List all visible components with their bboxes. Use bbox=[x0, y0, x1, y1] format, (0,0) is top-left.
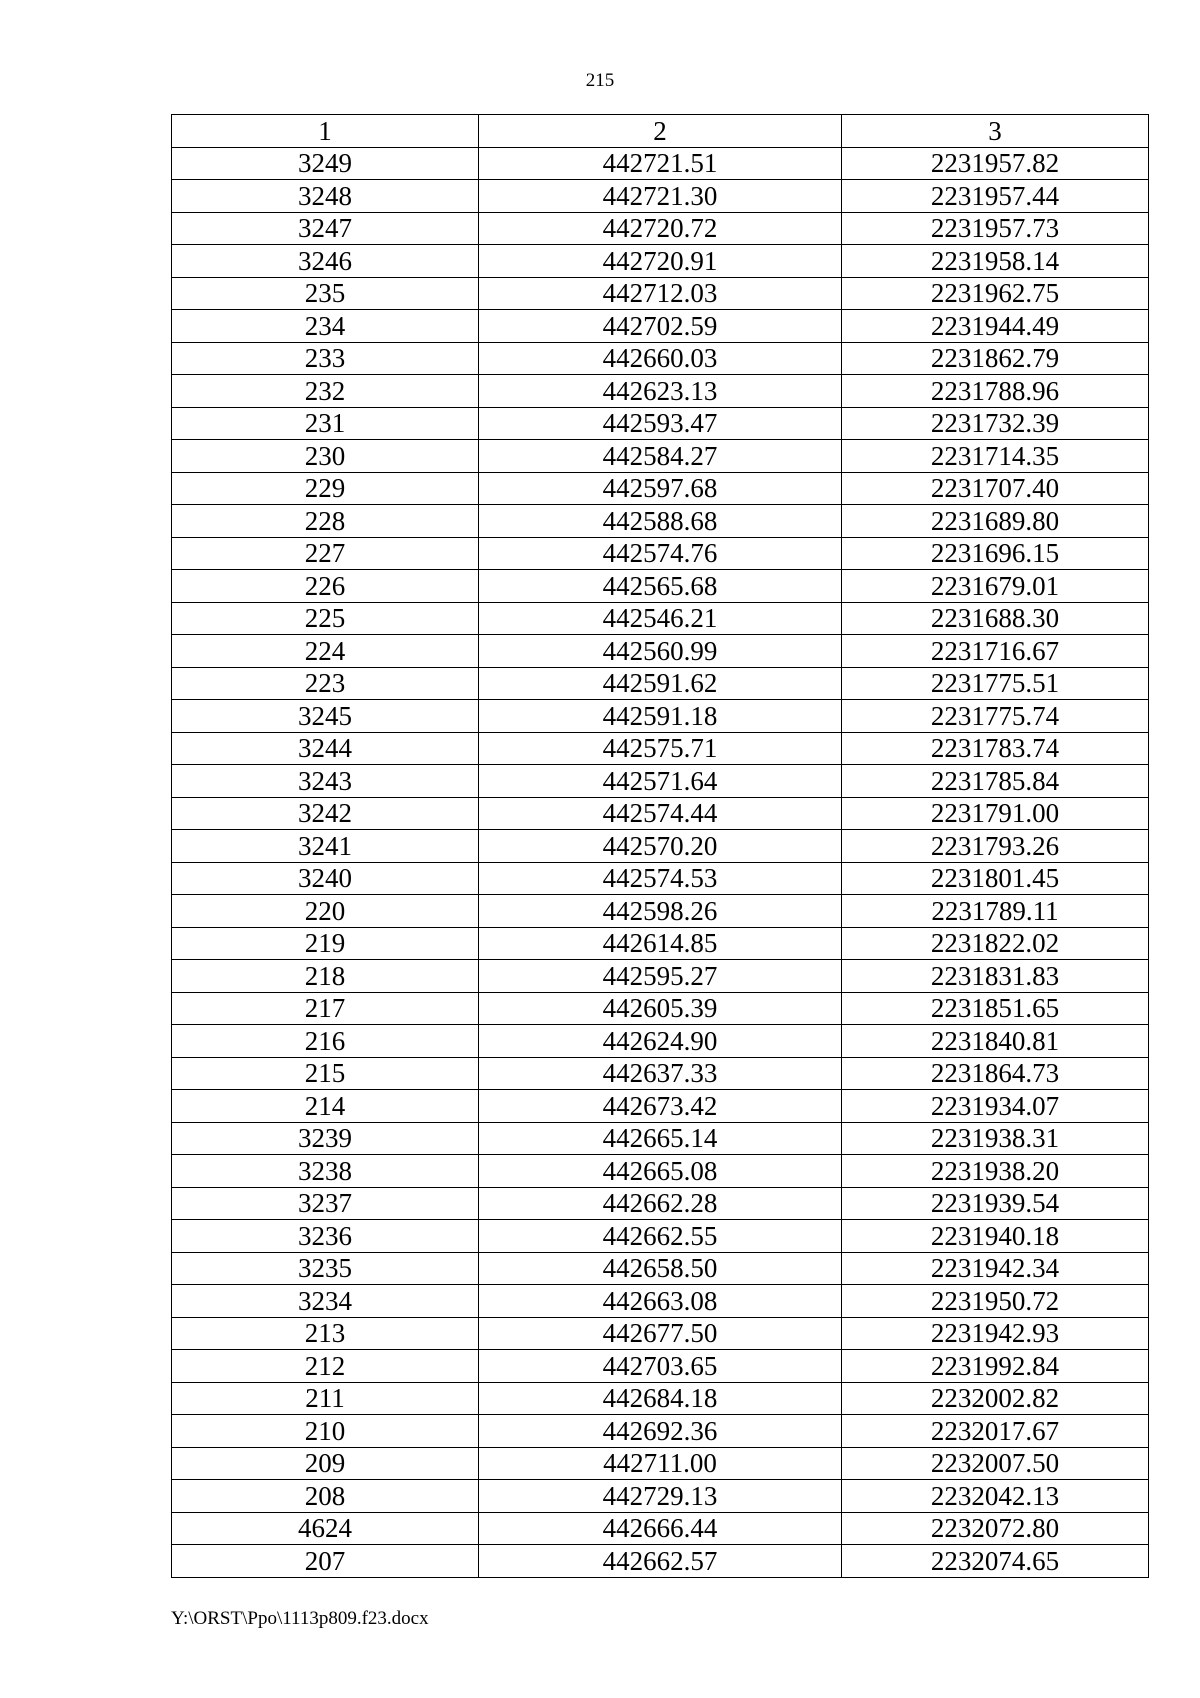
point-number-cell: 224 bbox=[172, 635, 479, 668]
page-number: 215 bbox=[585, 70, 615, 91]
point-number-cell: 4624 bbox=[172, 1512, 479, 1545]
point-number-cell: 3238 bbox=[172, 1155, 479, 1188]
y-coordinate-cell: 2231688.30 bbox=[842, 602, 1149, 635]
x-coordinate-cell: 442692.36 bbox=[479, 1415, 842, 1448]
table-row bbox=[172, 570, 1149, 603]
x-coordinate-cell: 442546.21 bbox=[479, 602, 842, 635]
point-number-cell: 229 bbox=[172, 472, 479, 505]
y-coordinate-cell: 2231957.82 bbox=[842, 147, 1149, 180]
point-number-cell: 3245 bbox=[172, 700, 479, 733]
point-number-cell: 211 bbox=[172, 1382, 479, 1415]
x-coordinate-cell: 442712.03 bbox=[479, 277, 842, 310]
y-coordinate-cell: 2232007.50 bbox=[842, 1447, 1149, 1480]
y-coordinate-cell: 2231793.26 bbox=[842, 830, 1149, 863]
y-coordinate-cell: 2231938.20 bbox=[842, 1155, 1149, 1188]
point-number-cell: 212 bbox=[172, 1350, 479, 1383]
table-row bbox=[172, 1090, 1149, 1123]
point-number-cell: 3249 bbox=[172, 147, 479, 180]
y-coordinate-cell: 2231942.34 bbox=[842, 1252, 1149, 1285]
table-row bbox=[172, 960, 1149, 993]
table-row bbox=[172, 505, 1149, 538]
table-row bbox=[172, 1350, 1149, 1383]
point-number-cell: 227 bbox=[172, 537, 479, 570]
point-number-cell: 3242 bbox=[172, 797, 479, 830]
x-coordinate-cell: 442665.08 bbox=[479, 1155, 842, 1188]
point-number-cell: 3235 bbox=[172, 1252, 479, 1285]
y-coordinate-cell: 2231938.31 bbox=[842, 1122, 1149, 1155]
table-row bbox=[172, 992, 1149, 1025]
table-row bbox=[172, 927, 1149, 960]
point-number-cell: 209 bbox=[172, 1447, 479, 1480]
point-number-cell: 3246 bbox=[172, 245, 479, 278]
table-row bbox=[172, 1155, 1149, 1188]
table-row bbox=[172, 277, 1149, 310]
x-coordinate-cell: 442662.28 bbox=[479, 1187, 842, 1220]
y-coordinate-cell: 2231939.54 bbox=[842, 1187, 1149, 1220]
point-number-cell: 223 bbox=[172, 667, 479, 700]
coordinates-table bbox=[171, 114, 1149, 1578]
point-number-cell: 225 bbox=[172, 602, 479, 635]
x-coordinate-cell: 442703.65 bbox=[479, 1350, 842, 1383]
x-coordinate-cell: 442584.27 bbox=[479, 440, 842, 473]
y-coordinate-cell: 2232042.13 bbox=[842, 1480, 1149, 1513]
x-coordinate-cell: 442605.39 bbox=[479, 992, 842, 1025]
point-number-cell: 207 bbox=[172, 1545, 479, 1578]
point-number-cell: 226 bbox=[172, 570, 479, 603]
table-row bbox=[172, 1512, 1149, 1545]
table-row bbox=[172, 1545, 1149, 1578]
y-coordinate-cell: 2231992.84 bbox=[842, 1350, 1149, 1383]
y-coordinate-cell: 2231851.65 bbox=[842, 992, 1149, 1025]
point-number-cell: 217 bbox=[172, 992, 479, 1025]
x-coordinate-cell: 442624.90 bbox=[479, 1025, 842, 1058]
y-coordinate-cell: 2231791.00 bbox=[842, 797, 1149, 830]
y-coordinate-cell: 2231957.73 bbox=[842, 212, 1149, 245]
y-coordinate-cell: 2232072.80 bbox=[842, 1512, 1149, 1545]
x-coordinate-cell: 442591.62 bbox=[479, 667, 842, 700]
x-coordinate-cell: 442720.72 bbox=[479, 212, 842, 245]
x-coordinate-cell: 442702.59 bbox=[479, 310, 842, 343]
x-coordinate-cell: 442666.44 bbox=[479, 1512, 842, 1545]
table-row bbox=[172, 895, 1149, 928]
y-coordinate-cell: 2231679.01 bbox=[842, 570, 1149, 603]
y-coordinate-cell: 2231714.35 bbox=[842, 440, 1149, 473]
x-coordinate-cell: 442570.20 bbox=[479, 830, 842, 863]
point-number-cell: 3247 bbox=[172, 212, 479, 245]
y-coordinate-cell: 2231789.11 bbox=[842, 895, 1149, 928]
y-coordinate-cell: 2231788.96 bbox=[842, 375, 1149, 408]
table-row bbox=[172, 700, 1149, 733]
y-coordinate-cell: 2231822.02 bbox=[842, 927, 1149, 960]
point-number-cell: 3239 bbox=[172, 1122, 479, 1155]
table-row bbox=[172, 1480, 1149, 1513]
x-coordinate-cell: 442721.30 bbox=[479, 180, 842, 213]
point-number-cell: 228 bbox=[172, 505, 479, 538]
y-coordinate-cell: 2231962.75 bbox=[842, 277, 1149, 310]
y-coordinate-cell: 2231864.73 bbox=[842, 1057, 1149, 1090]
column-header-1: 1 bbox=[172, 115, 479, 148]
table-row bbox=[172, 1220, 1149, 1253]
point-number-cell: 234 bbox=[172, 310, 479, 343]
x-coordinate-cell: 442684.18 bbox=[479, 1382, 842, 1415]
table-row bbox=[172, 407, 1149, 440]
y-coordinate-cell: 2231950.72 bbox=[842, 1285, 1149, 1318]
point-number-cell: 208 bbox=[172, 1480, 479, 1513]
table-row bbox=[172, 1025, 1149, 1058]
table-row bbox=[172, 602, 1149, 635]
point-number-cell: 213 bbox=[172, 1317, 479, 1350]
point-number-cell: 214 bbox=[172, 1090, 479, 1123]
y-coordinate-cell: 2232017.67 bbox=[842, 1415, 1149, 1448]
x-coordinate-cell: 442597.68 bbox=[479, 472, 842, 505]
table-row bbox=[172, 440, 1149, 473]
table-row bbox=[172, 472, 1149, 505]
footer-file-path: Y:\ORST\Ppo\1113p809.f23.docx bbox=[171, 1608, 429, 1629]
x-coordinate-cell: 442721.51 bbox=[479, 147, 842, 180]
table-row bbox=[172, 1252, 1149, 1285]
y-coordinate-cell: 2231716.67 bbox=[842, 635, 1149, 668]
y-coordinate-cell: 2231831.83 bbox=[842, 960, 1149, 993]
table-header-row bbox=[172, 115, 1149, 148]
y-coordinate-cell: 2231840.81 bbox=[842, 1025, 1149, 1058]
point-number-cell: 3236 bbox=[172, 1220, 479, 1253]
x-coordinate-cell: 442574.76 bbox=[479, 537, 842, 570]
table-row bbox=[172, 212, 1149, 245]
x-coordinate-cell: 442677.50 bbox=[479, 1317, 842, 1350]
y-coordinate-cell: 2231775.51 bbox=[842, 667, 1149, 700]
y-coordinate-cell: 2231957.44 bbox=[842, 180, 1149, 213]
y-coordinate-cell: 2231732.39 bbox=[842, 407, 1149, 440]
point-number-cell: 3243 bbox=[172, 765, 479, 798]
x-coordinate-cell: 442614.85 bbox=[479, 927, 842, 960]
x-coordinate-cell: 442588.68 bbox=[479, 505, 842, 538]
y-coordinate-cell: 2231689.80 bbox=[842, 505, 1149, 538]
y-coordinate-cell: 2231783.74 bbox=[842, 732, 1149, 765]
x-coordinate-cell: 442575.71 bbox=[479, 732, 842, 765]
x-coordinate-cell: 442591.18 bbox=[479, 700, 842, 733]
x-coordinate-cell: 442560.99 bbox=[479, 635, 842, 668]
table-row bbox=[172, 1447, 1149, 1480]
point-number-cell: 210 bbox=[172, 1415, 479, 1448]
point-number-cell: 216 bbox=[172, 1025, 479, 1058]
x-coordinate-cell: 442662.57 bbox=[479, 1545, 842, 1578]
y-coordinate-cell: 2231801.45 bbox=[842, 862, 1149, 895]
point-number-cell: 219 bbox=[172, 927, 479, 960]
y-coordinate-cell: 2232074.65 bbox=[842, 1545, 1149, 1578]
point-number-cell: 220 bbox=[172, 895, 479, 928]
x-coordinate-cell: 442637.33 bbox=[479, 1057, 842, 1090]
table-header bbox=[172, 115, 1149, 148]
table-row bbox=[172, 765, 1149, 798]
x-coordinate-cell: 442658.50 bbox=[479, 1252, 842, 1285]
table-row bbox=[172, 635, 1149, 668]
table-row bbox=[172, 732, 1149, 765]
table-row bbox=[172, 1285, 1149, 1318]
table-row bbox=[172, 310, 1149, 343]
column-header-3: 3 bbox=[842, 115, 1149, 148]
y-coordinate-cell: 2231785.84 bbox=[842, 765, 1149, 798]
column-header-2: 2 bbox=[479, 115, 842, 148]
y-coordinate-cell: 2231940.18 bbox=[842, 1220, 1149, 1253]
x-coordinate-cell: 442595.27 bbox=[479, 960, 842, 993]
x-coordinate-cell: 442565.68 bbox=[479, 570, 842, 603]
y-coordinate-cell: 2232002.82 bbox=[842, 1382, 1149, 1415]
point-number-cell: 3248 bbox=[172, 180, 479, 213]
point-number-cell: 3241 bbox=[172, 830, 479, 863]
point-number-cell: 3244 bbox=[172, 732, 479, 765]
x-coordinate-cell: 442663.08 bbox=[479, 1285, 842, 1318]
point-number-cell: 235 bbox=[172, 277, 479, 310]
point-number-cell: 3240 bbox=[172, 862, 479, 895]
x-coordinate-cell: 442662.55 bbox=[479, 1220, 842, 1253]
point-number-cell: 230 bbox=[172, 440, 479, 473]
table-body bbox=[172, 147, 1149, 1577]
x-coordinate-cell: 442720.91 bbox=[479, 245, 842, 278]
x-coordinate-cell: 442593.47 bbox=[479, 407, 842, 440]
point-number-cell: 3234 bbox=[172, 1285, 479, 1318]
table-row bbox=[172, 862, 1149, 895]
table-row bbox=[172, 830, 1149, 863]
table-row bbox=[172, 245, 1149, 278]
table-row bbox=[172, 147, 1149, 180]
x-coordinate-cell: 442574.53 bbox=[479, 862, 842, 895]
y-coordinate-cell: 2231862.79 bbox=[842, 342, 1149, 375]
y-coordinate-cell: 2231944.49 bbox=[842, 310, 1149, 343]
y-coordinate-cell: 2231775.74 bbox=[842, 700, 1149, 733]
x-coordinate-cell: 442673.42 bbox=[479, 1090, 842, 1123]
table-row bbox=[172, 342, 1149, 375]
table-row bbox=[172, 537, 1149, 570]
table-row bbox=[172, 1382, 1149, 1415]
point-number-cell: 3237 bbox=[172, 1187, 479, 1220]
x-coordinate-cell: 442660.03 bbox=[479, 342, 842, 375]
x-coordinate-cell: 442623.13 bbox=[479, 375, 842, 408]
y-coordinate-cell: 2231942.93 bbox=[842, 1317, 1149, 1350]
table-row bbox=[172, 1122, 1149, 1155]
x-coordinate-cell: 442711.00 bbox=[479, 1447, 842, 1480]
y-coordinate-cell: 2231707.40 bbox=[842, 472, 1149, 505]
point-number-cell: 232 bbox=[172, 375, 479, 408]
table-row bbox=[172, 1187, 1149, 1220]
table-row bbox=[172, 667, 1149, 700]
y-coordinate-cell: 2231934.07 bbox=[842, 1090, 1149, 1123]
table-row bbox=[172, 1317, 1149, 1350]
table-row bbox=[172, 1415, 1149, 1448]
point-number-cell: 231 bbox=[172, 407, 479, 440]
table-row bbox=[172, 797, 1149, 830]
point-number-cell: 233 bbox=[172, 342, 479, 375]
table-row bbox=[172, 180, 1149, 213]
x-coordinate-cell: 442571.64 bbox=[479, 765, 842, 798]
x-coordinate-cell: 442729.13 bbox=[479, 1480, 842, 1513]
point-number-cell: 215 bbox=[172, 1057, 479, 1090]
x-coordinate-cell: 442665.14 bbox=[479, 1122, 842, 1155]
y-coordinate-cell: 2231696.15 bbox=[842, 537, 1149, 570]
y-coordinate-cell: 2231958.14 bbox=[842, 245, 1149, 278]
x-coordinate-cell: 442598.26 bbox=[479, 895, 842, 928]
x-coordinate-cell: 442574.44 bbox=[479, 797, 842, 830]
table-row bbox=[172, 1057, 1149, 1090]
table-row bbox=[172, 375, 1149, 408]
point-number-cell: 218 bbox=[172, 960, 479, 993]
